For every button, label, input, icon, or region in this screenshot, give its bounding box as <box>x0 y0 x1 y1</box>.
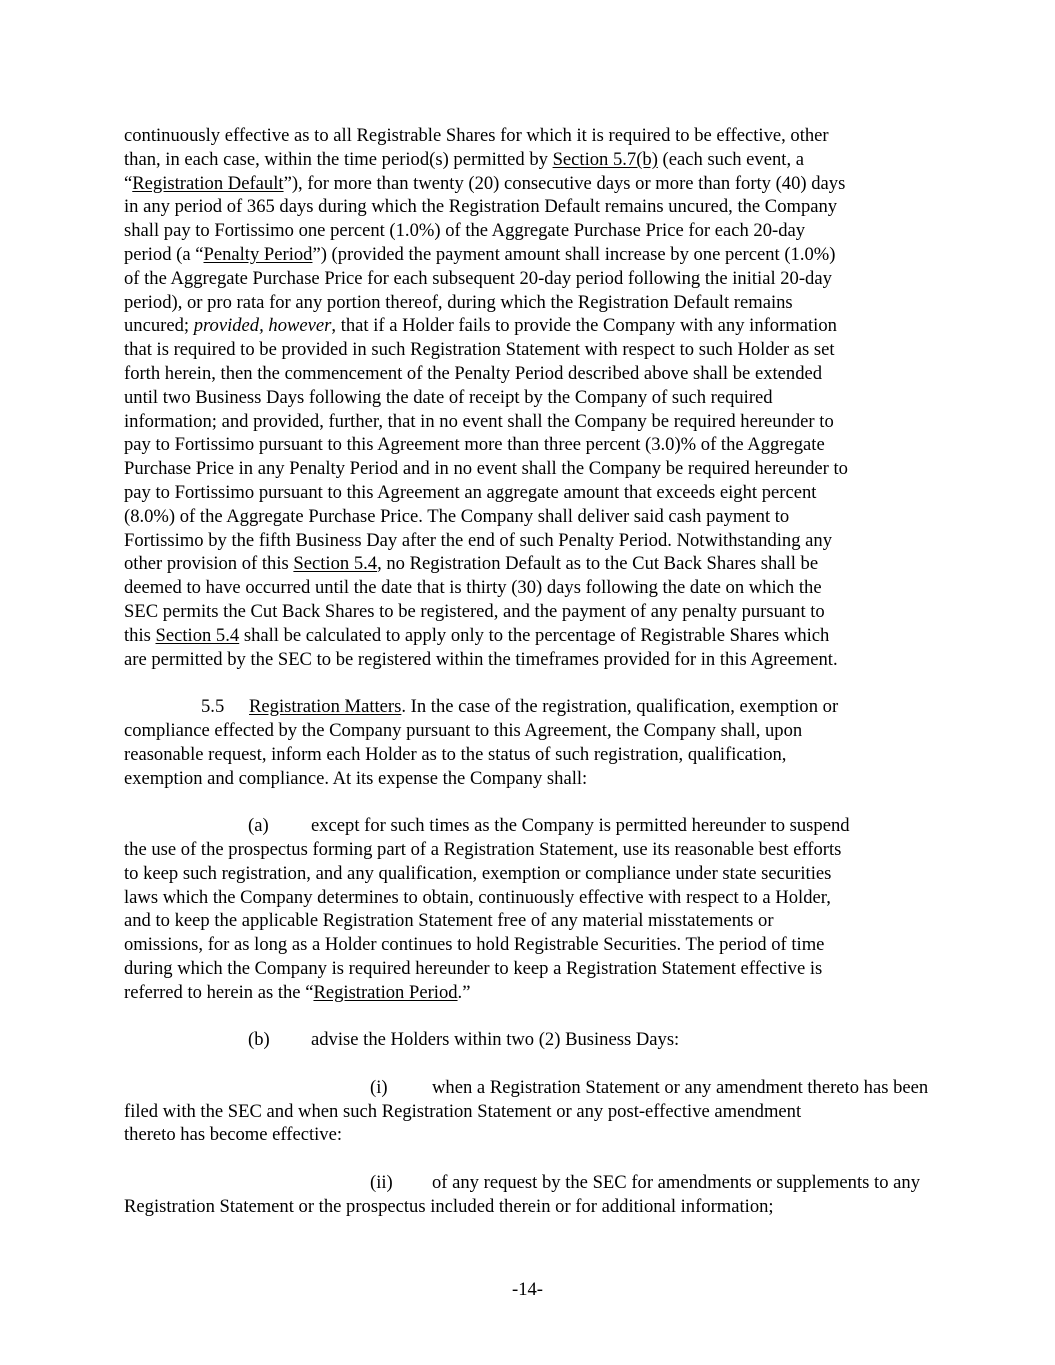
section-5-5-line: compliance effected by the Company pursuant to this Agreement, the Company shall, upon <box>124 719 803 741</box>
paragraph-line: forth herein, then the commencement of the Penalty Period described above shall be extended <box>124 362 823 384</box>
clause-a-first-line: (a) except for such times as the Company is permitted hereunder to suspend <box>248 815 850 837</box>
clause-a-line: to keep such registration, and any qualification, exemption or compliance under state securities <box>124 862 832 884</box>
cross-reference: Section 5.7(b) <box>552 148 658 170</box>
clause-a-line: referred to herein as the “Registration Period.” <box>124 981 471 1003</box>
paragraph-line: Purchase Price in any Penalty Period and in no event shall the Company be required hereunder to <box>124 458 848 480</box>
paragraph-line: that is required to be provided in such Registration Statement with respect to such Holder as set <box>124 339 835 361</box>
paragraph-line: (8.0%) of the Aggregate Purchase Price. The Company shall deliver said cash payment to <box>124 505 790 527</box>
emphasis: provided, however <box>193 315 332 337</box>
paragraph-line: than, in each case, within the time period(s) permitted by Section 5.7(b) (each such event, a <box>124 148 804 170</box>
paragraph-line: deemed to have occurred until the date that is thirty (30) days following the date on which the <box>124 577 822 599</box>
section-5-5 <box>124 695 936 790</box>
cross-reference: Registration Period <box>313 981 458 1003</box>
clause-b-i-line: thereto has become effective: <box>124 1124 343 1146</box>
clause-label: (i) <box>370 1076 388 1098</box>
clause-b-ii-first-line: (ii) of any request by the SEC for amendments or supplements to any <box>370 1172 920 1194</box>
clause-label: (a) <box>248 815 269 837</box>
section-5-5-line: reasonable request, inform each Holder as to the status of such registration, qualification, <box>124 743 787 765</box>
paragraph-line: SEC permits the Cut Back Shares to be registered, and the payment of any penalty pursuant to <box>124 600 825 622</box>
clause-b-ii <box>124 1171 936 1219</box>
paragraph-line: pay to Fortissimo pursuant to this Agreement an aggregate amount that exceeds eight percent <box>124 481 817 503</box>
paragraph-line: of the Aggregate Purchase Price for each subsequent 20-day period following the initial 20-day <box>124 267 832 289</box>
clause-a-line: laws which the Company determines to obtain, continuously effective with respect to a Holder, <box>124 886 831 908</box>
clause-label: (b) <box>248 1029 270 1051</box>
continuation-paragraph <box>124 124 936 671</box>
clause-a-line: the use of the prospectus forming part of a Registration Statement, use its reasonable best efforts <box>124 838 842 860</box>
paragraph-line: this Section 5.4 shall be calculated to apply only to the percentage of Registrable Shares which <box>124 624 830 646</box>
clause-b-i <box>124 1076 936 1147</box>
cross-reference: Registration Default <box>132 172 284 194</box>
clause-a-line: during which the Company is required hereunder to keep a Registration Statement effective is <box>124 957 823 979</box>
paragraph-line: Fortissimo by the fifth Business Day after the end of such Penalty Period. Notwithstanding any <box>124 529 833 551</box>
paragraph-line: continuously effective as to all Registrable Shares for which it is required to be effective, other <box>124 125 829 146</box>
page-number: -14- <box>512 1279 543 1300</box>
paragraph-line: “Registration Default”), for more than twenty (20) consecutive days or more than forty (40) days <box>124 172 846 194</box>
paragraph-line: shall pay to Fortissimo one percent (1.0%) of the Aggregate Purchase Price for each 20-day <box>124 220 806 242</box>
clause-b-i-line: filed with the SEC and when such Registration Statement or any post-effective amendment <box>124 1100 802 1122</box>
clause-a <box>124 814 936 1004</box>
paragraph-line: other provision of this Section 5.4, no Registration Default as to the Cut Back Shares shall be <box>124 553 819 575</box>
paragraph-line: are permitted by the SEC to be registered within the timeframes provided for in this Agreement. <box>124 648 838 670</box>
cross-reference: Penalty Period <box>203 243 313 265</box>
paragraph-line: period), or pro rata for any portion thereof, during which the Registration Default remains <box>124 291 793 313</box>
clause-label: (ii) <box>370 1172 393 1194</box>
clause-b <box>124 1028 936 1052</box>
clause-b-ii-line: Registration Statement or the prospectus included therein or for additional information; <box>124 1195 774 1217</box>
section-heading: Registration Matters <box>249 696 402 718</box>
section-5-5-first-line: 5.5 Registration Matters. In the case of the registration, qualification, exemption or <box>201 696 839 718</box>
clause-a-line: and to keep the applicable Registration Statement free of any material misstatements or <box>124 910 774 932</box>
clause-b-line: (b) advise the Holders within two (2) Business Days: <box>248 1029 680 1051</box>
section-number: 5.5 <box>201 696 225 718</box>
paragraph-line: information; and provided, further, that in no event shall the Company be required hereunder to <box>124 410 834 432</box>
paragraph-line: until two Business Days following the date of receipt by the Company of such required <box>124 386 773 408</box>
cross-reference: Section 5.4 <box>293 553 378 575</box>
clause-a-line: omissions, for as long as a Holder continues to hold Registrable Securities. The period of time <box>124 934 825 956</box>
clause-a-body <box>124 838 936 1005</box>
cross-reference: Section 5.4 <box>155 624 240 646</box>
paragraph-line: in any period of 365 days during which the Registration Default remains uncured, the Company <box>124 196 838 218</box>
section-5-5-line: exemption and compliance. At its expense the Company shall: <box>124 767 588 789</box>
paragraph-line: period (a “Penalty Period”) (provided the payment amount shall increase by one percent (1.0%) <box>124 243 836 265</box>
document-page <box>124 124 936 1219</box>
paragraph-line: uncured; provided, however, that if a Holder fails to provide the Company with any information <box>124 315 837 337</box>
clause-b-i-first-line: (i) when a Registration Statement or any amendment thereto has been <box>370 1076 929 1098</box>
paragraph-line: pay to Fortissimo pursuant to this Agreement more than three percent (3.0)% of the Aggregate <box>124 434 825 456</box>
